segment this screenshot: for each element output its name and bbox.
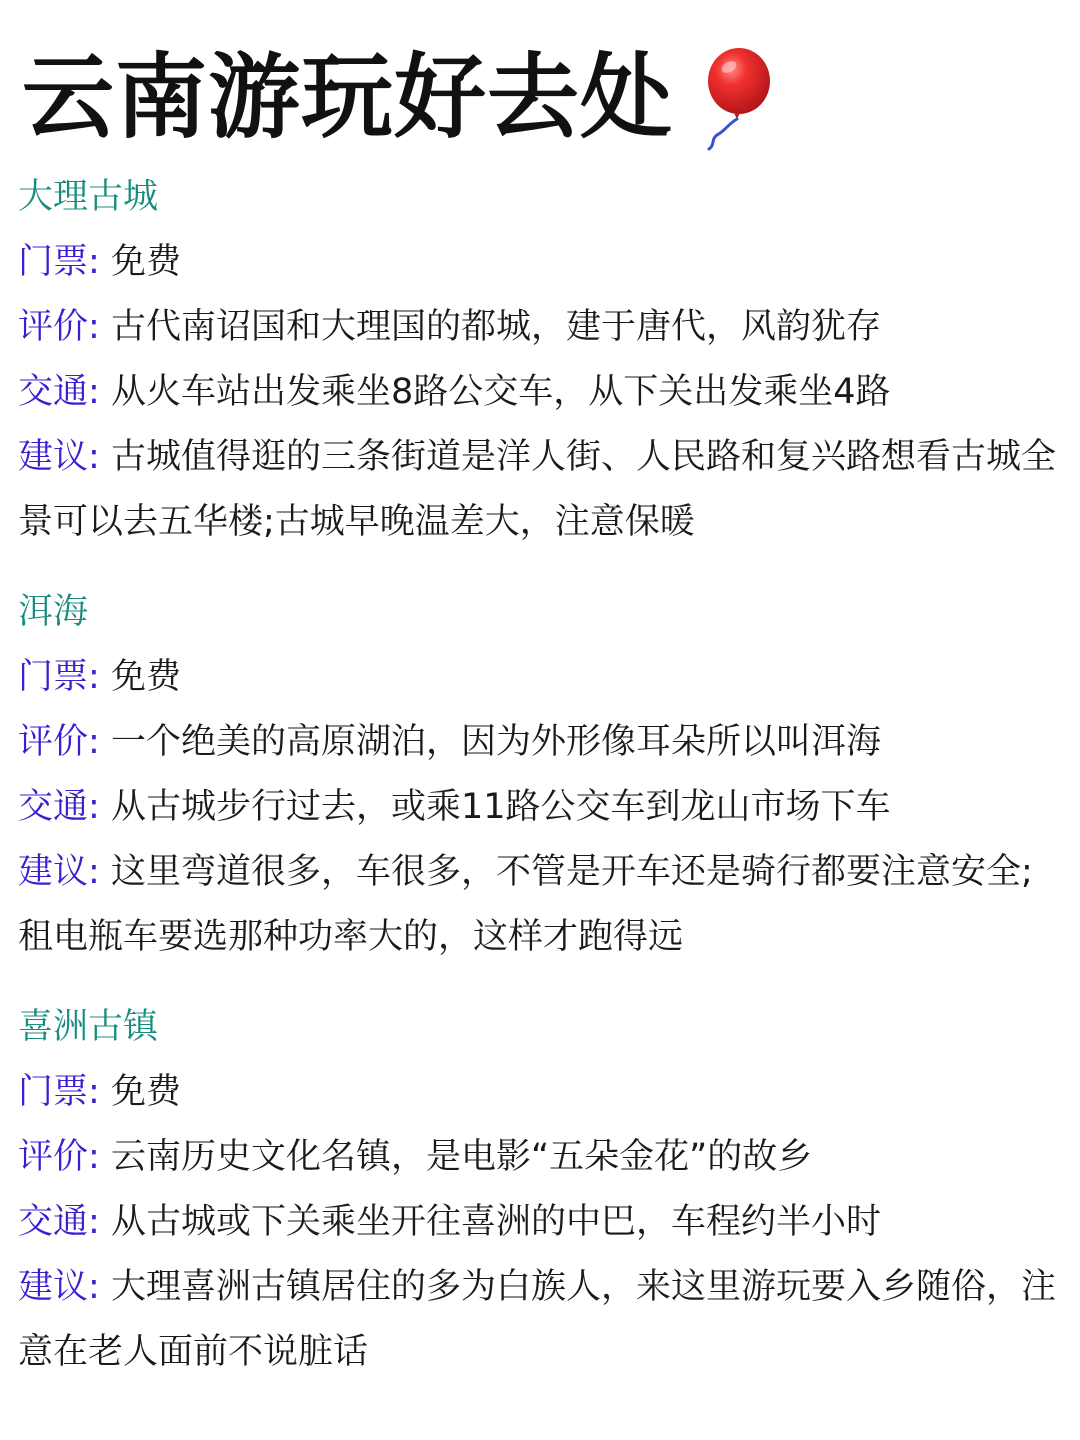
- ticket-label: 门票: [18, 242, 89, 282]
- review-line: 评价: 云南历史文化名镇，是电影“五朵金花”的故乡: [18, 1137, 813, 1177]
- ticket-line: 门票: 免费: [18, 657, 181, 697]
- transport-line: 交通: 从火车站出发乘坐8路公交车，从下关出发乘坐4路: [18, 372, 891, 412]
- review-line: 评价: 古代南诏国和大理国的都城，建于唐代，风韵犹存: [18, 307, 881, 347]
- attraction-section-dali-old-town: [18, 165, 1063, 555]
- advice-value: 古城值得逛的三条街道是洋人街、人民路和复兴路想看古城全景可以去五华楼;古城早晚温差大，注意保暖: [18, 437, 1056, 542]
- transport-label: 交通: [18, 1202, 89, 1242]
- review-value: 云南历史文化名镇，是电影“五朵金花”的故乡: [110, 1137, 813, 1177]
- review-line: 评价: 一个绝美的高原湖泊，因为外形像耳朵所以叫洱海: [18, 722, 881, 762]
- advice-label: 建议: [18, 437, 89, 477]
- review-label: 评价: [18, 307, 89, 347]
- advice-value: 这里弯道很多，车很多，不管是开车还是骑行都要注意安全;租电瓶车要选那种功率大的，这样才跑得远: [18, 852, 1033, 957]
- review-value: 古代南诏国和大理国的都城，建于唐代，风韵犹存: [110, 307, 881, 347]
- transport-line: 交通: 从古城步行过去，或乘11路公交车到龙山市场下车: [18, 787, 891, 827]
- advice-label: 建议: [18, 1267, 89, 1307]
- transport-value: 从古城步行过去，或乘11路公交车到龙山市场下车: [110, 787, 891, 827]
- advice-line: 建议: 古城值得逛的三条街道是洋人街、人民路和复兴路想看古城全景可以去五华楼;古城早晚温差大，注意保暖: [18, 437, 1056, 542]
- ticket-label: 门票: [18, 657, 89, 697]
- transport-line: 交通: 从古城或下关乘坐开往喜洲的中巴，车程约半小时: [18, 1202, 881, 1242]
- attraction-section-xizhou-old-town: [18, 995, 1063, 1385]
- ticket-line: 门票: 免费: [18, 242, 181, 282]
- advice-line: 建议: 这里弯道很多，车很多，不管是开车还是骑行都要注意安全;租电瓶车要选那种功率大的，这样才跑得远: [18, 852, 1033, 957]
- page-title: 云南游玩好去处: [22, 44, 674, 151]
- section-title: 大理古城: [18, 177, 159, 217]
- transport-value: 从火车站出发乘坐8路公交车，从下关出发乘坐4路: [110, 372, 891, 412]
- review-label: 评价: [18, 722, 89, 762]
- attraction-section-erhai: [18, 580, 1063, 970]
- transport-label: 交通: [18, 372, 89, 412]
- review-label: 评价: [18, 1137, 89, 1177]
- ticket-value: 免费: [110, 242, 181, 282]
- advice-label: 建议: [18, 852, 89, 892]
- section-title: 洱海: [18, 592, 89, 632]
- review-value: 一个绝美的高原湖泊，因为外形像耳朵所以叫洱海: [110, 722, 881, 762]
- transport-value: 从古城或下关乘坐开往喜洲的中巴，车程约半小时: [110, 1202, 881, 1242]
- advice-value: 大理喜洲古镇居住的多为白族人，来这里游玩要入乡随俗，注意在老人面前不说脏话: [18, 1267, 1056, 1372]
- ticket-value: 免费: [110, 1072, 181, 1112]
- header: [22, 38, 777, 158]
- red-balloon-icon: [687, 43, 777, 153]
- transport-label: 交通: [18, 787, 89, 827]
- ticket-line: 门票: 免费: [18, 1072, 181, 1112]
- ticket-label: 门票: [18, 1072, 89, 1112]
- advice-line: 建议: 大理喜洲古镇居住的多为白族人，来这里游玩要入乡随俗，注意在老人面前不说脏话: [18, 1267, 1056, 1372]
- ticket-value: 免费: [110, 657, 181, 697]
- section-title: 喜洲古镇: [18, 1007, 159, 1047]
